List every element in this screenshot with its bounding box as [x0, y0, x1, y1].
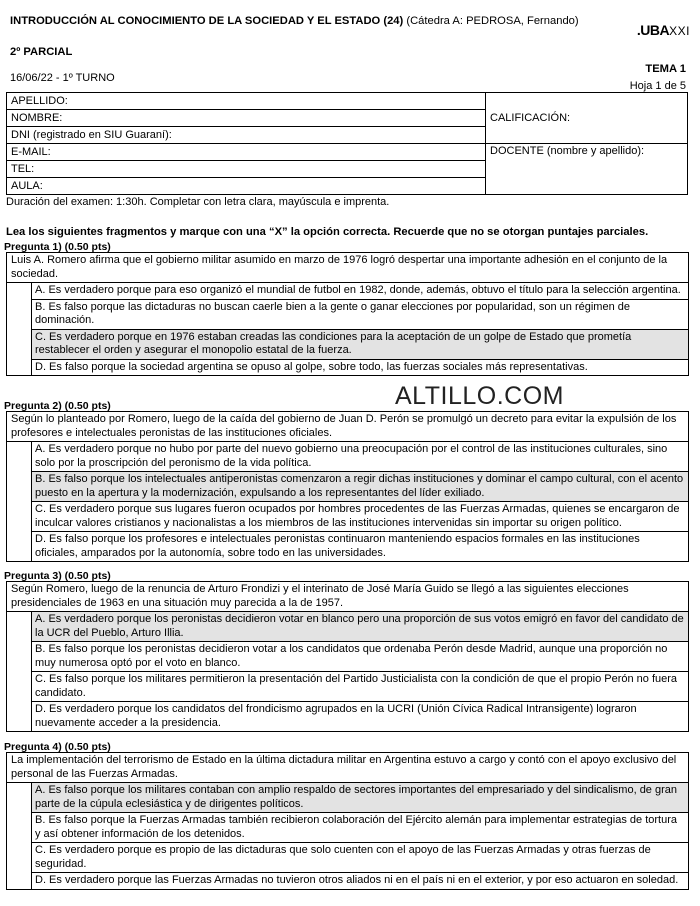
question-2-option-d[interactable]: D. Es falso porque los profesores e intelectuales peronistas continuaron manteniendo espacios formales en las instituciones oficiales, amparados por la autonomía, sobre todo en las universidades. — [32, 532, 689, 562]
question-2-label: Pregunta 2) (0.50 pts) — [4, 400, 111, 412]
question-1-stem: Luis A. Romero afirma que el gobierno militar asumido en marzo de 1976 logró despertar una importante adhesión en el conjunto de la sociedad. — [7, 253, 689, 283]
question-3-option-a[interactable]: A. Es verdadero porque los peronistas decidieron votar en blanco pero una proporción de sus votos emigró en favor del candidato de la UCR del Pueblo, Arturo Illia. — [32, 612, 689, 642]
question-2-option-c[interactable]: C. Es verdadero porque sus lugares fueron ocupados por hombres procedentes de las Fuerzas Armadas, quienes se encargaron de inculcar valores cristianos y nacionalistas a los miembros de las instituciones intervenidas sin importar su origen político. — [32, 502, 689, 532]
aula-field[interactable]: AULA: — [7, 178, 486, 195]
question-3-table — [6, 581, 689, 732]
question-4-table — [6, 752, 689, 890]
question-1-label: Pregunta 1) (0.50 pts) — [4, 241, 111, 253]
question-4-option-b[interactable]: B. Es falso porque la Fuerzas Armadas también recibieron colaboración del Ejército alemán para implementar estrategias de tortura y así obtener información de los detenidos. — [32, 813, 689, 843]
question-1-option-b[interactable]: B. Es falso porque las dictaduras no buscan caerle bien a la gente o ganar elecciones por popularidad, son un régimen de dominación. — [32, 299, 689, 329]
question-1-table — [6, 252, 689, 376]
tema-label: TEMA 1 — [645, 63, 686, 75]
question-4-label: Pregunta 4) (0.50 pts) — [4, 741, 111, 753]
apellido-field[interactable]: APELLIDO: — [7, 93, 486, 110]
question-2-option-b[interactable]: B. Es falso porque los intelectuales antiperonistas comenzaron a regir dichas instituciones y dominar el campo cultural, con el acento puesto en la apertura y la modernización, expulsando a los representantes del líder exiliado. — [32, 472, 689, 502]
question-3-option-d[interactable]: D. Es verdadero porque los candidatos del frondicismo agrupados en la UCRI (Unión Cívica Radical Intransigente) lograron nuevamente acceder a la presidencia. — [32, 702, 689, 732]
question-3-stem: Según Romero, luego de la renuncia de Arturo Frondizi y el interinato de José María Guido se llegó a las siguientes elecciones presidenciales de 1963 en una situación muy parecida a la de 1957. — [7, 582, 689, 612]
exam-title — [10, 14, 590, 29]
tel-field[interactable]: TEL: — [7, 161, 486, 178]
question-1-option-d[interactable]: D. Es falso porque la sociedad argentina se opuso al golpe, sobre todo, las fuerzas sociales más representativas. — [32, 359, 689, 376]
question-2-stem: Según lo planteado por Romero, luego de la caída del gobierno de Juan D. Perón se promulgó un decreto para evitar la expulsión de los profesores e intelectuales peronistas de las instituciones oficiales. — [7, 412, 689, 442]
question-3-label: Pregunta 3) (0.50 pts) — [4, 570, 111, 582]
question-4-option-c[interactable]: C. Es verdadero porque es propio de las dictaduras que solo cuenten con el apoyo de las Fuerzas Armadas y otras fuerzas de seguridad. — [32, 843, 689, 873]
email-field[interactable]: E-MAIL: — [7, 144, 486, 161]
student-info-table — [6, 92, 688, 195]
parcial-label: 2º PARCIAL — [10, 46, 73, 58]
logo-main: .UBA — [636, 22, 670, 38]
exam-duration-note: Duración del examen: 1:30h. Completar con letra clara, mayúscula e imprenta. — [6, 196, 390, 208]
question-2-option-a[interactable]: A. Es verdadero porque no hubo por parte del nuevo gobierno una preocupación por el control de las instituciones culturales, sino solo por la proscripción del peronismo de la vida política. — [32, 442, 689, 472]
catedra-label: (Cátedra A: PEDROSA, Fernando) — [403, 15, 579, 27]
logo-suffix: XXI — [669, 24, 690, 38]
question-3-option-b[interactable]: B. Es falso porque los peronistas decidieron votar a los candidatos que ordenaba Perón desde Madrid, aunque una proporción no muy numerosa optó por el voto en blanco. — [32, 642, 689, 672]
question-1-option-a[interactable]: A. Es verdadero porque para eso organizó el mundial de futbol en 1982, donde, además, obtuvo el título para la selección argentina. — [32, 283, 689, 300]
dni-field[interactable]: DNI (registrado en SIU Guaraní): — [7, 127, 486, 144]
question-2-table — [6, 411, 689, 562]
nombre-field[interactable]: NOMBRE: — [7, 110, 486, 127]
docente-field[interactable]: DOCENTE (nombre y apellido): — [486, 144, 688, 195]
calificacion-field[interactable]: CALIFICACIÓN: — [486, 93, 688, 144]
exam-date-turno: 16/06/22 - 1º TURNO — [10, 72, 115, 84]
question-4-option-d[interactable]: D. Es verdadero porque las Fuerzas Armadas no tuvieron otros aliados ni en el país ni en el exterior, y por eso actuaron en soledad. — [32, 873, 689, 890]
question-3-option-c[interactable]: C. Es falso porque los militares permitieron la presentación del Partido Justicialista con la condición de que el propio Perón no fuera candidato. — [32, 672, 689, 702]
question-4-option-a[interactable]: A. Es falso porque los militares contaban con amplio respaldo de sectores importantes del empresariado y del sindicalismo, de gran parte de la cúpula eclesiástica y de dirigentes políticos. — [32, 783, 689, 813]
page-indicator: Hoja 1 de 5 — [629, 80, 686, 92]
question-1-option-c[interactable]: C. Es verdadero porque en 1976 estaban creadas las condiciones para la aceptación de un golpe de Estado que prometía restablecer el orden y asegurar el monopolio estatal de la fuerza. — [32, 329, 689, 359]
altillo-watermark: ALTILLO.COM — [395, 382, 564, 410]
uba-xxi-logo — [637, 22, 690, 38]
question-4-stem: La implementación del terrorismo de Estado en la última dictadura militar en Argentina estuvo a cargo y contó con el apoyo exclusivo del personal de las Fuerzas Armadas. — [7, 753, 689, 783]
instructions: Lea los siguientes fragmentos y marque con una “X” la opción correcta. Recuerde que no se otorgan puntajes parciales. — [6, 226, 649, 238]
course-title: INTRODUCCIÓN AL CONOCIMIENTO DE LA SOCIEDAD Y EL ESTADO (24) — [10, 15, 404, 27]
